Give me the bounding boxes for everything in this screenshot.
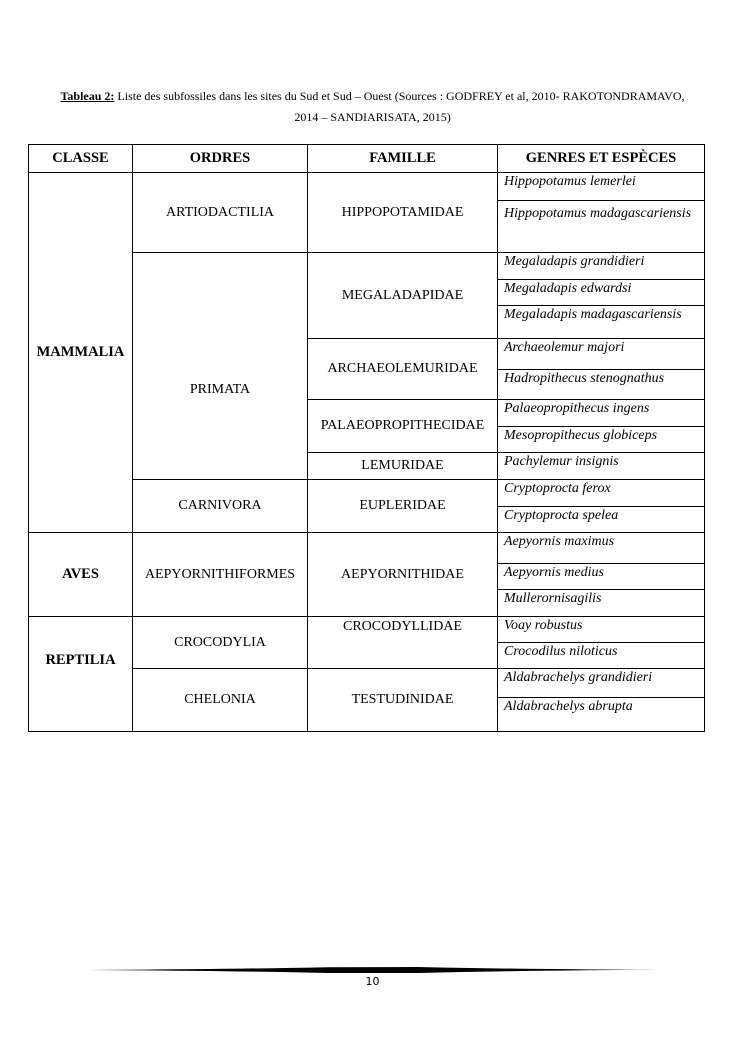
species-cell: Aepyornis maximus xyxy=(498,533,705,564)
order-carnivora: CARNIVORA xyxy=(133,480,308,533)
species-cell: Crocodilus niloticus xyxy=(498,643,705,669)
order-chelonia: CHELONIA xyxy=(133,669,308,732)
species-cell: Megaladapis grandidieri xyxy=(498,253,705,280)
family-aepyornithidae: AEPYORNITHIDAE xyxy=(308,533,498,617)
class-reptilia: REPTILIA xyxy=(29,617,133,732)
family-palaeopropithecidae: PALAEOPROPITHECIDAE xyxy=(308,400,498,453)
table-row xyxy=(29,617,705,643)
species-cell: Aldabrachelys grandidieri xyxy=(498,669,705,698)
footer-decorative-rule xyxy=(88,966,656,974)
header-genres: GENRES ET ESPÈCES xyxy=(498,145,705,173)
order-crocodylia: CROCODYLIA xyxy=(133,617,308,669)
family-lemuridae: LEMURIDAE xyxy=(308,453,498,480)
species-cell: Voay robustus xyxy=(498,617,705,643)
species-cell: Cryptoprocta ferox xyxy=(498,480,705,507)
header-famille: FAMILLE xyxy=(308,145,498,173)
family-hippopotamidae: HIPPOPOTAMIDAE xyxy=(308,173,498,253)
species-cell: Archaeolemur majori xyxy=(498,339,705,370)
family-testudinidae: TESTUDINIDAE xyxy=(308,669,498,732)
species-cell: Pachylemur insignis xyxy=(498,453,705,480)
table-row xyxy=(29,533,705,564)
species-cell: Mullerornisagilis xyxy=(498,590,705,617)
table-caption xyxy=(60,86,685,128)
order-primata: PRIMATA xyxy=(133,253,308,480)
class-mammalia: MAMMALIA xyxy=(29,173,133,533)
species-cell: Aldabrachelys abrupta xyxy=(498,698,705,732)
species-cell: Megaladapis madagascariensis xyxy=(498,306,705,339)
family-crocodyllidae: CROCODYLLIDAE xyxy=(308,617,498,669)
order-artiodactilia: ARTIODACTILIA xyxy=(133,173,308,253)
species-cell: Palaeopropithecus ingens xyxy=(498,400,705,427)
table-row xyxy=(29,173,705,201)
table-header-row xyxy=(29,145,705,173)
family-eupleridae: EUPLERIDAE xyxy=(308,480,498,533)
species-cell: Hadropithecus stenognathus xyxy=(498,370,705,400)
species-cell: Mesopropithecus globiceps xyxy=(498,427,705,453)
species-cell: Aepyornis medius xyxy=(498,564,705,590)
caption-label: Tableau 2: xyxy=(60,89,115,103)
order-aepyornithiformes: AEPYORNITHIFORMES xyxy=(133,533,308,617)
family-megaladapidae: MEGALADAPIDAE xyxy=(308,253,498,339)
species-cell: Hippopotamus lemerlei xyxy=(498,173,705,201)
species-cell: Cryptoprocta spelea xyxy=(498,507,705,533)
header-classe: CLASSE xyxy=(29,145,133,173)
species-cell: Megaladapis edwardsi xyxy=(498,280,705,306)
species-cell: Hippopotamus madagascariensis xyxy=(498,201,705,253)
family-archaeolemuridae: ARCHAEOLEMURIDAE xyxy=(308,339,498,400)
class-aves: AVES xyxy=(29,533,133,617)
subfossil-table xyxy=(28,144,705,732)
caption-text: Liste des subfossiles dans les sites du Sud et Sud – Ouest (Sources : GODFREY et al, 2010- RAKOTONDRAMAVO, 2014 – SANDIARISATA, 2015) xyxy=(114,89,685,124)
header-ordres: ORDRES xyxy=(133,145,308,173)
page-number: 10 xyxy=(365,975,380,988)
